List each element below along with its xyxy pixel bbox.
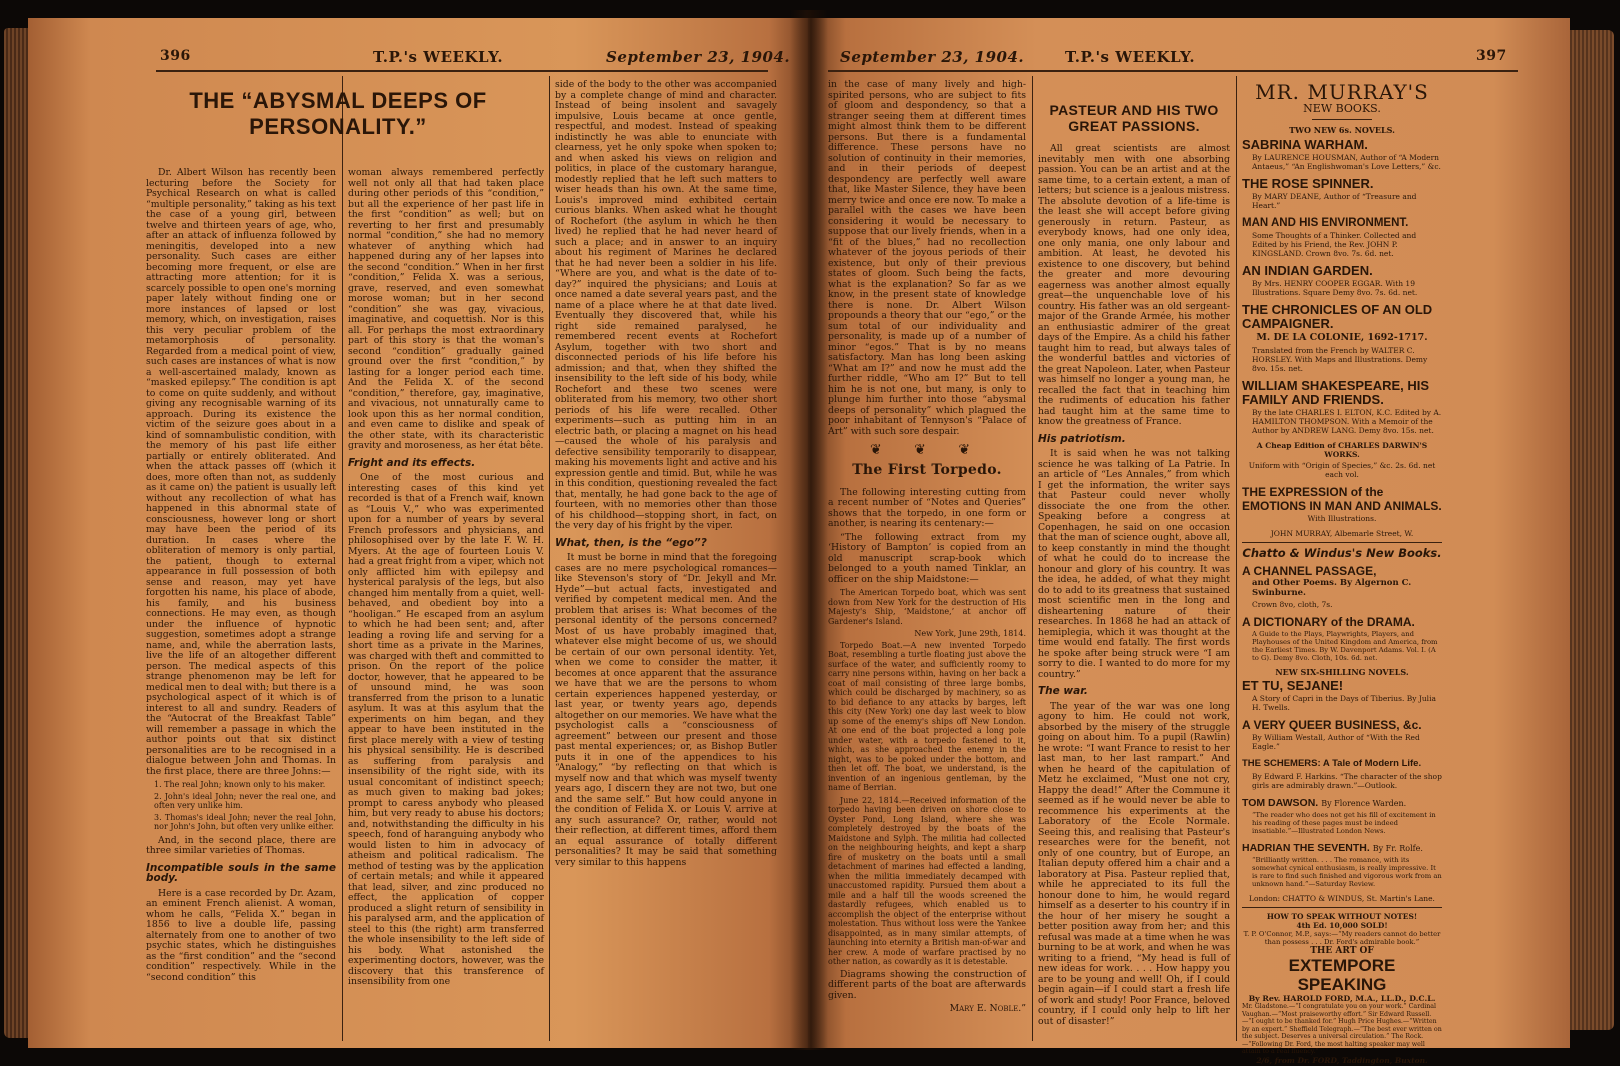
book-note: With Illustrations. xyxy=(1242,514,1442,523)
murray-title: MR. MURRAY'S xyxy=(1242,80,1442,104)
book-author: By Fr. Rolfe. xyxy=(1373,844,1423,853)
ad-section-heading: TWO NEW 6s. NOVELS. xyxy=(1242,126,1442,136)
paragraph: And, in the second place, there are three similar varieties of Thomas. xyxy=(146,836,336,857)
book-note: “Brilliantly written. . . . The romance, with its somewhat cynical enthusiasm, is really impressive. It is rare to find such finished and vigorous work from an unknown hand.”—Saturday Review. xyxy=(1252,856,1442,888)
book-subtitle: and Other Poems. By Algernon C. Swinburne. xyxy=(1252,578,1442,599)
column-divider xyxy=(1236,76,1237,1041)
book-title: A CHANNEL PASSAGE, xyxy=(1242,564,1442,578)
paragraph: It must be borne in mind that the foregoing cases are no mere psychological romances—like Stevenson's story of “Dr. Jekyll and Mr. Hyde”—but actual facts, investigated and verified by competent medical men. And the problem that arises is: What becomes of the personal identity of the persons concerned? Most of us have probably imagined that, whatever else might become of us, we should be certain of our own personal identity. Yet, when we come to consider the matter, it becomes at once apparent that the assurance we have that we are the persons to whom certain experiences happened yesterday, or last year, or twenty years ago, depends altogether on our memories. We have what the psychologist calls a “consciousness of agreement” between our present and those past mental experiences; or, as Bishop Butler puts it in one of the appendices to his “Analogy,” “by reflecting on that which is myself now and that which was myself twenty years ago, I discern they are not two, but one and the same self.” But how could anyone in the condition of Felida X. or Louis V. arrive at any such assurance? Or, rather, would not their reflection, at different times, afford them an equal assurance of totally different personalities? It may be said that something very similar to this happens xyxy=(555,553,777,868)
book-note: Crown 8vo, cloth, 7s. xyxy=(1252,600,1442,609)
subheading: What, then, is the “ego”? xyxy=(555,538,777,549)
ad-rule xyxy=(1242,907,1442,908)
subheading: His patriotism. xyxy=(1038,434,1230,445)
subheading: The war. xyxy=(1038,686,1230,697)
book-title: AN INDIAN GARDEN. xyxy=(1242,264,1442,278)
book-title: THE CHRONICLES OF AN OLD CAMPAIGNER. xyxy=(1242,303,1442,331)
article-column-right-1 xyxy=(828,80,1026,1040)
subheading: Fright and its effects. xyxy=(348,458,544,469)
signature: Mary E. Noble.” xyxy=(828,1004,1026,1015)
right-page xyxy=(808,18,1570,1048)
list-item: 1. The real John; known only to his maker. xyxy=(154,780,336,790)
right-running-title: T.P.'s WEEKLY. xyxy=(1065,48,1195,66)
book-title: TOM DAWSON. xyxy=(1242,797,1318,809)
book-title: A VERY QUEER BUSINESS, &c. xyxy=(1242,718,1442,732)
paragraph: One of the most curious and interesting cases of this kind yet recorded is that of a French waif, known as “Louis V.,” who was experimented upon for a number of years by several French professors and physicians, and philosophised over by the late F. W. H. Myers. At the age of fourteen Louis V. had a great fright from a viper, which not only afflicted him with epilepsy and hysterical paralysis of the legs, but also changed him mentally from a quiet, well-behaved, and obedient boy into a “hooligan.” He escaped from an asylum to which he had been sent; and, after leading a roving life and serving for a short time as a private in the Marines, was charged with theft and committed to prison. On the report of the police doctor, however, that he appeared to be of unsound mind, he was soon transferred from the prison to a lunatic asylum. It was at this asylum that the experiments on him began, and they appear to have been instituted in the first place merely with a view of testing his physical sensibility. He is described as suffering from paralysis and insensibility of the right side, with its usual concomitant of indistinct speech; as much given to making bad jokes; prompt to caress anybody who pleased him, but very ready to abuse his doctors; and, notwithstanding the difficulty in his speech, fond of haranguing anybody who would listen to him in advocacy of atheism and political radicalism. The method of testing was by the application of certain metals; and while it appeared that lead, silver, and zinc produced no effect, the application of copper produced a slight return of sensibility in his paralysed arm, and the application of steel to this (the right) arm transferred the whole insensibility to the left side of his body. What astonished the experimenting doctors, however, was the discovery that this transference of insensibility from one xyxy=(348,473,544,988)
book-note: By Mrs. HENRY COOPER EGGAR. With 19 Illustrations. Square Demy 8vo. 7s. 6d. net. xyxy=(1252,279,1442,297)
paragraph: Torpedo Boat.—A new invented Torpedo Boat, resembling a turtle floating just above the surface of the water, and sufficiently roomy to carry nine persons within, having on her back a coat of mail consisting of three large bombs, which could be discharged by machinery, so as to bid defiance to any attacks by barges, left this city (New York) one day last week to blow up some of the enemy's ships off New London. At one end of the boat projected a long pole under water, with a torpedo fastened to it, which, as she approached the enemy in the night, was to be poked under the bottom, and then let off. The boat, we understand, is the invention of an ingenious gentleman, by the name of Berrian. xyxy=(828,641,1026,793)
paragraph: The American Torpedo boat, which was sent down from New York for the destruction of His Majesty's Ship, ‘Maidstone,’ at anchor off Gardener's Island. xyxy=(828,588,1026,626)
murray-subtitle: NEW BOOKS. xyxy=(1242,104,1442,115)
torpedo-title: The First Torpedo. xyxy=(828,462,1026,478)
header-rule xyxy=(828,70,1518,72)
speaking-quote: T. P. O'Connor, M.P., says:—“My readers cannot do better than possess . . . Dr. Ford's admirable book.” xyxy=(1242,930,1442,946)
left-date: September 23, 1904. xyxy=(606,48,790,66)
header-rule xyxy=(156,70,768,72)
book-note: A Guide to the Plays, Playwrights, Players, and Playhouses of the United Kingdom and America, from the Earliest Times. By W. Davenport Adams. Vol. I. (A to G). Demy 8vo. Cloth, 10s. 6d. net. xyxy=(1252,630,1442,662)
book-note: A Story of Capri in the Days of Tiberius. By Julia H. Twells. xyxy=(1252,694,1442,712)
left-page-number: 396 xyxy=(160,48,191,64)
paragraph: The year of the war was one long agony to him. He could not work, absorbed by the misery of the struggle going on about him. To a pupil (Rawlin) he wrote: “I want France to resist to her last man, to her last rampart.” And when he heard of the capitulation of Metz he exclaimed, “Must one not cry, Happy the dead!” After the Commune it seemed as if he would never be able to recommence his experiments at the Laboratory of the Ecole Normale. Seeing this, and realising that Pasteur's researches were for the benefit, not only of one country, but of Europe, an Italian deputy offered him a chair and a laboratory at Pisa. Pasteur replied that, while he appreciated to its full the honour done to him, he would regard himself as a deserter to his country if in the hour of her misery he sought a better position away from her; and this refusal was made at a time when he was burning to be at work, and when he was writing to a friend, “My head is full of new ideas for work. . . . How happy you are to be young and well! Oh, if I could begin again—if I could start a fresh life of work and study! Poor France, beloved country, if I could only help to lift her out of disaster!” xyxy=(1038,702,1230,1028)
page-edges-right xyxy=(1570,30,1614,1030)
book-note: Some Thoughts of a Thinker. Collected and Edited by his Friend, the Rev. JOHN P. KINGSLAND. Crown 8vo. 7s. 6d. net. xyxy=(1252,231,1442,258)
book-note: “The reader who does not get his fill of excitement in his reading of these pages must be indeed insatiable.”—Illustrated London News. xyxy=(1252,811,1442,835)
article-column-3 xyxy=(555,80,777,1040)
book-note: By Edward F. Harkins. “The character of the shop girls are admirably drawn.”—Outlook. xyxy=(1252,772,1442,790)
speaking-edition: 4th Ed. 10,000 SOLD! xyxy=(1242,921,1442,930)
list-item: 3. Thomas's ideal John; never the real John, nor John's John, but often very unlike either. xyxy=(154,813,336,832)
speaking-price: 2/6, from Dr. FORD, Taddington, Buxton. xyxy=(1242,1056,1442,1066)
right-date: September 23, 1904. xyxy=(840,48,1024,66)
book-title: THE SCHEMERS: A Tale of Modern Life. xyxy=(1242,757,1442,771)
paragraph: in the case of many lively and high-spirited persons, who are subject to fits of gloom and despondency, so that a stranger seeing them at different times might almost think them to be different persons. But there is a fundamental difference. These persons have no solution of continuity in their memories, and in their periods of deepest despondency are perfectly well aware that, like Master Silence, they have been merry twice and once ere now. To make a parallel with the cases we have been considering it would be necessary to suppose that our lively friends, when in a “fit of the blues,” had no recollection whatever of the joyous periods of their existence, but only of their previous states of gloom. Such being the facts, what is the explanation? So far as we know, in the present state of knowledge there is none. Dr. Albert Wilson propounds a theory that our “ego,” or the sum total of our individuality and personality, is made up of a number of minor “egos.” That is by no means satisfactory. Man has long been asking “What am I?” and now he must add the further riddle, “Who am I?” But to tell him he is not one, but many, is only to plunge him further into those “abysmal deeps of personality” which plagued the poor inhabitant of Tennyson's “Palace of Art” with such sore despair. xyxy=(828,80,1026,437)
right-page-number: 397 xyxy=(1476,48,1507,64)
book-author: By Florence Warden. xyxy=(1321,799,1406,808)
pasteur-title: PASTEUR AND HIS TWO GREAT PASSIONS. xyxy=(1038,102,1230,134)
speaking-art-of: THE ART OF xyxy=(1242,946,1442,957)
list-item: 2. John's ideal John; never the real one, and often very unlike him. xyxy=(154,792,336,811)
book-note: By LAURENCE HOUSMAN, Author of “A Modern Antaeus,” “An Englishwoman's Love Letters,” &c. xyxy=(1252,153,1442,171)
book-note: By MARY DEANE, Author of “Treasure and Heart.” xyxy=(1252,192,1442,210)
book-title: WILLIAM SHAKESPEARE, HIS FAMILY AND FRIENDS. xyxy=(1242,379,1442,407)
book-title: THE ROSE SPINNER. xyxy=(1242,177,1442,191)
paragraph: “The following extract from my ‘History of Bampton’ is copied from an old manuscript scrap-book which belonged to a youth named Tinklar, an officer on the ship Maidstone:— xyxy=(828,533,1026,586)
paragraph: Dr. Albert Wilson has recently been lecturing before the Society for Psychical Research on what is called “multiple personality,” taking as his text the case of a young girl, between twelve and thirteen years of age, who, after an attack of influenza followed by meningitis, developed into a new personality. Such cases are either becoming more frequent, or else are attracting more attention; for it is scarcely possible to open one's morning paper lately without finding one or more instances of lapsed or lost memory, which, on investigation, raises this very peculiar problem of the metamorphosis of personality. Regarded from a medical point of view, such cases are instances of what is now a well-ascertained malady, known as “masked epilepsy.” The condition is apt to come on quite suddenly, and without giving any recognisable warning of its approach. During its existence the victim of the seizure goes about in a kind of somnambulistic condition, with the memory of his past life either partially or entirely obliterated. And when the attack passes off (which it does, more often than not, as suddenly as it came on) the patient is usually left without any recollection of what has happened in this abnormal state of consciousness, however long or short may have been the period of its duration. In cases where the obliteration of memory is only partial, the patient, though to external appearance in full possession of both sense and reason, may yet have forgotten his name, his place of abode, his family, and his business connections. He may even, as though under the influence of hypnotic suggestion, sometimes adopt a strange name, and, while the aberration lasts, live the life of an altogether different person. The medical aspects of this strange phenomenon may be left for medical men to deal with; but there is a psychological aspect of it which is of interest to all and sundry. Readers of the “Autocrat of the Breakfast Table” will remember a passage in which the author points out that six distinct personalities are to be recognised in a dialogue between John and Thomas. In the first place, there are three Johns:— xyxy=(146,168,336,777)
paragraph: The following interesting cutting from a recent number of “Notes and Queries” shows that the torpedo, in one form or another, is nearing its centenary:— xyxy=(828,488,1026,530)
column-divider xyxy=(342,76,343,1041)
paragraph: Here is a case recorded by Dr. Azam, an eminent French alienist. A woman, whom he calls, “Felida X.” began in 1856 to live a double life, passing alternately from one to another of two psychic states, which he distinguishes as the “first condition” and the “second condition” respectively. While in the “second condition” this xyxy=(146,889,336,984)
column-divider xyxy=(549,76,550,1041)
paragraph: It is said when he was not talking science he was talking of La Patrie. In an article of “Les Annales,” from which I get the information, the writer says that Pasteur could never wholly dissociate the one from the other. Speaking before a congress at Copenhagen, he said on one occasion that the man of science ought, above all, to keep constantly in mind the thought of what he could do to increase the honour and glory of his country. It was the idea, he added, of what they might do to add to its greatness that sustained most scientific men in the long and disheartening nature of their researches. In 1868 he had an attack of hemiplegia, which it was thought at the time would end fatally. The first words he spoke after being struck were “I am sorry to die. I wanted to do more for my country.” xyxy=(1038,449,1230,680)
article-column-2 xyxy=(348,168,544,1038)
article-column-right-2 xyxy=(1038,102,1230,1042)
speaking-headline: HOW TO SPEAK WITHOUT NOTES! xyxy=(1242,912,1442,921)
subheading: Incompatible souls in the same body. xyxy=(146,863,336,884)
book-title: THE EXPRESSION of the EMOTIONS IN MAN AND ANIMALS. xyxy=(1242,485,1442,513)
dateline: New York, June 29th, 1814. xyxy=(828,629,1026,639)
speaking-title: EXTEMPORE SPEAKING xyxy=(1242,956,1442,994)
ad-rule xyxy=(1312,119,1372,120)
book-title: ET TU, SEJANE! xyxy=(1242,679,1442,693)
book-title: HADRIAN THE SEVENTH. xyxy=(1242,842,1370,854)
ad-section-heading: NEW SIX-SHILLING NOVELS. xyxy=(1242,668,1442,678)
book-subtitle: M. DE LA COLONIE, 1692-1717. xyxy=(1242,333,1442,344)
paragraph: woman always remembered perfectly well not only all that had taken place during other periods of this “condition,” but all the experience of her past life in the first “condition” as well; but on reverting to her first and presumably normal “condition,” she had no memory whatever of anything which had happened during any of her lapses into the second “condition.” When in her first “condition,” Felida X. was a serious, grave, reserved, and even somewhat morose woman; but in her second “condition” she was gay, vivacious, imaginative, and coquettish. Nor is this all. For perhaps the most extraordinary part of this story is that the woman's second “condition” gradually gained ground over the first “condition,” by lasting for a longer period each time. And the Felida X. of the second “condition,” therefore, gay, imaginative, and vivacious, not unnaturally came to look upon this as her normal condition, and even came to dislike and speak of the other state, with its characteristic gravity and moroseness, as her état bête. xyxy=(348,168,544,452)
book-note: By the late CHARLES I. ELTON, K.C. Edited by A. HAMILTON THOMPSON. With a Memoir of the Author by ANDREW LANG. Demy 8vo. 15s. net. xyxy=(1252,408,1442,435)
paragraph: Diagrams showing the construction of different parts of the boat are afterwards given. xyxy=(828,970,1026,1002)
book-gutter xyxy=(790,10,828,1050)
book-note: By William Westall, Author of “With the Red Eagle.” xyxy=(1252,733,1442,751)
book-note: Uniform with “Origin of Species,” &c. 2s. 6d. net each vol. xyxy=(1242,461,1442,479)
left-page xyxy=(28,18,808,1048)
book-title: A DICTIONARY of the DRAMA. xyxy=(1242,615,1442,629)
left-running-title: T.P.'s WEEKLY. xyxy=(373,48,503,66)
paragraph: June 22, 1814.—Received information of the torpedo having been driven on shore close to Oyster Pond, Long Island, where she was completely destroyed by the boats of the Maidstone and Sylph. The militia had collected on the neighbouring heights, and kept a sharp fire of musketry on the boats until a small detachment of marines had effected a landing, when the militia immediately decamped with unaccustomed rapidity. Pursued them about a mile and a half till the woods screened the dastardly refugees, which enabled us to accomplish the object of the enterprise without molestation. Thus without loss were the Yankee disappointed, as in many similar attempts, of launching into eternity a British man-of-war and her crew. A mode of warfare practised by no other nation, as cowardly as it is detestable. xyxy=(828,796,1026,967)
book-series: A Cheap Edition of CHARLES DARWIN'S WORKS. xyxy=(1242,441,1442,460)
speaking-author: By Rev. HAROLD FORD, M.A., LL.D., D.C.L. xyxy=(1242,994,1442,1003)
book-note: Translated from the French by WALTER C. HORSLEY. With Maps and Illustrations. Demy 8vo. 15s. net. xyxy=(1252,346,1442,373)
article-title: THE “ABYSMAL DEEPS OF PERSONALITY.” xyxy=(148,88,528,140)
publisher-address: London: CHATTO & WINDUS, St. Martin's Lane. xyxy=(1242,894,1442,904)
paragraph: side of the body to the other was accompanied by a complete change of mind and character. Instead of being insolent and savagely impulsive, Louis became at once gentle, respectful, and modest. Instead of speaking indistinctly he was able to enunciate with clearness, yet he only spoke when spoken to; and when asked his views on religion and politics, in place of the customary harangue, modestly replied that he left such matters to wiser heads than his own. At the same time, Louis's improved mind exhibited certain curious blanks. When asked what he thought of Rochefort (the asylum in which he then lived) he replied that he had never heard of such a place; and in answer to an inquiry about his regiment of Marines he declared that he had never been a soldier in his life. “Where are you, and what is the date of to-day?” inquired the physicians; and Louis at once named a date several years past, and the name of a place where he at that date lived. Eventually they discovered that, while his right side remained paralysed, he remembered recent events at Rochefort Asylum, together with two short and disconnected periods of his life before his admission; and that, when they shifted the insensibility to the left side of his body, while Rochefort and these two scenes were obliterated from his memory, two other short periods of his life were recalled. Other experiments—such as putting him in an electric bath, or placing a magnet on his head—caused the whole of his paralysis and defective sensibility temporarily to disappear, making his movements light and active and his expression gentle and timid. But, while he was in this condition, questioning revealed the fact that, mentally, he had gone back to the age of fourteen, with no memories other than those of his childhood—stopping short, in fact, on the very day of his fright by the viper. xyxy=(555,80,777,532)
chatto-title: Chatto & Windus's New Books. xyxy=(1242,548,1442,559)
article-column-1 xyxy=(146,168,336,1038)
paragraph: All great scientists are almost inevitably men with one absorbing passion. You can be an artist and at the same time, to a certain extent, a man of letters; but science is a jealous mistress. The absolute devotion of a life-time is the least she will accept before giving generously in return. Pasteur, as everybody knows, had one only idea, one only mania, one only labour and ambition. At least, he devoted his existence to one discovery, but behind the greater and more devouring eagerness was another almost equally great—the unquenchable love of his country. His father was an old sergeant-major of the Grande Armée, his mother an enthusiastic admirer of the great days of the Empire. As a child his father taught him to read, but always tales of the wonderful battles and victories of the great Napoleon. Later, when Pasteur was himself no longer a young man, he recalled the fact that in teaching him the rudiments of education his father had taught him at the same time to know the greatness of France. xyxy=(1038,144,1230,428)
book-title: SABRINA WARHAM. xyxy=(1242,138,1442,152)
publisher-address: JOHN MURRAY, Albemarle Street, W. xyxy=(1242,529,1442,539)
ornament-divider: ❦ ❦ ❦ xyxy=(828,445,1026,456)
speaking-testimonials: Mr. Gladstone.—“I congratulate you on your work.” Cardinal Vaughan.—“Most praiseworthy effort.” Sir Edward Russell.—“I ought to be thanked for.” Hugh Price Hughes.—“Written by an expert.” Sheffield Telegraph.—“The best ever written on the subject. Deserves a universal circulation.” The Rock.—“Following Dr. Ford, the most halting speaker may well attain to a real fluency.” xyxy=(1242,1003,1442,1056)
ad-rule xyxy=(1242,542,1442,543)
book-title: MAN AND HIS ENVIRONMENT. xyxy=(1242,216,1442,230)
column-divider xyxy=(1032,76,1033,1041)
advertisement-column xyxy=(1242,80,1442,1040)
